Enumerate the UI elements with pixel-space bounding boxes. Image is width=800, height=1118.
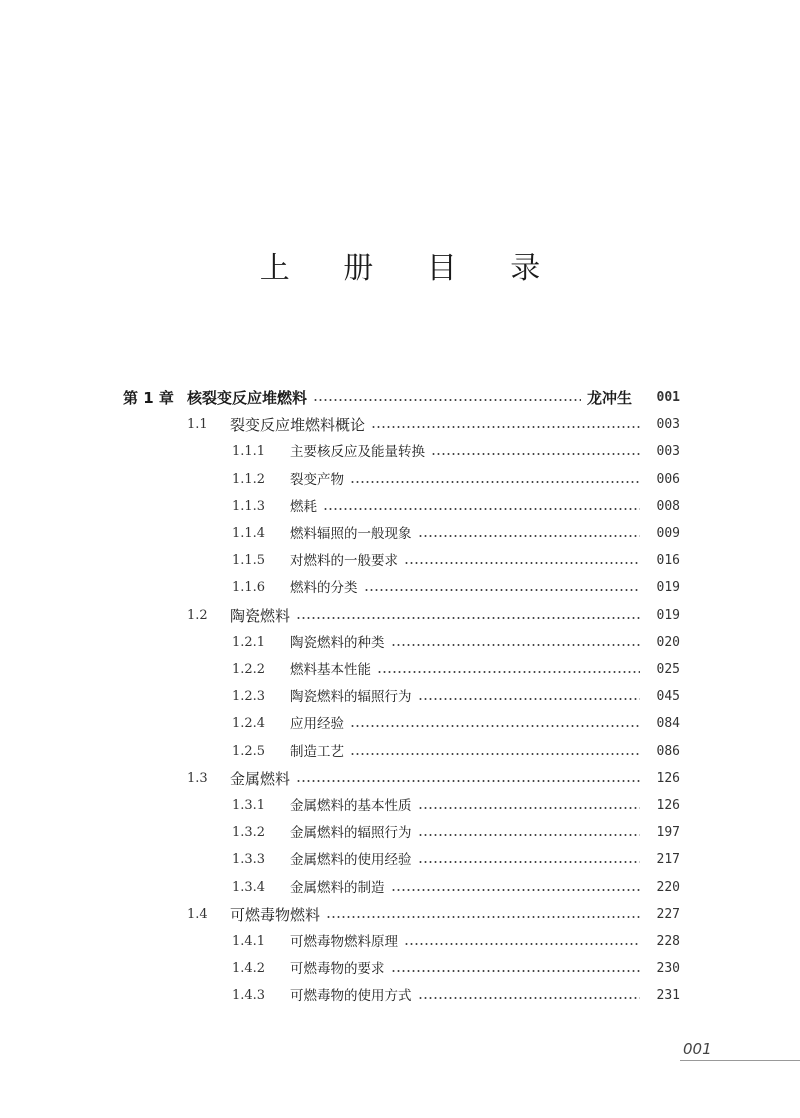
footer-rule xyxy=(680,1060,800,1061)
toc-entry-number: 1.1 xyxy=(187,417,208,433)
toc-entry-number: 1.2.4 xyxy=(232,716,266,732)
toc-entry-title: 金属燃料 xyxy=(230,769,291,788)
toc-leader-dots xyxy=(296,617,640,619)
toc-leader-dots xyxy=(391,889,641,891)
toc-entry-page: 020 xyxy=(656,634,680,650)
toc-entry-page: 025 xyxy=(656,662,680,677)
toc-entry-title: 金属燃料的制造 xyxy=(290,879,385,896)
toc-entry[interactable] xyxy=(232,876,680,900)
toc-leader-dots xyxy=(371,426,640,428)
toc-entry-number: 1.1.4 xyxy=(232,526,266,541)
toc-entry-page: 197 xyxy=(656,825,680,841)
toc-entry[interactable] xyxy=(232,712,680,736)
toc-entry[interactable] xyxy=(232,440,680,464)
toc-entry-number: 1.2 xyxy=(187,607,208,623)
toc-entry-title: 金属燃料的使用经验 xyxy=(290,852,412,869)
toc-entry-page: 228 xyxy=(656,934,680,949)
toc-entry[interactable] xyxy=(232,631,680,655)
toc-entry-title: 金属燃料的基本性质 xyxy=(290,798,412,814)
toc-entry-title: 裂变反应堆燃料概论 xyxy=(230,416,366,435)
toc-leader-dots xyxy=(377,671,640,673)
toc-entry-page: 086 xyxy=(656,743,680,759)
toc-entry-author: 龙冲生 xyxy=(586,389,632,407)
toc-entry-number: 1.1.6 xyxy=(232,580,266,596)
toc-leader-dots xyxy=(350,725,640,727)
toc-entry[interactable] xyxy=(232,658,680,682)
toc-entry-page: 126 xyxy=(656,770,680,786)
toc-leader-dots xyxy=(391,644,641,646)
toc-entry-page: 009 xyxy=(656,526,680,541)
toc-leader-dots xyxy=(296,780,640,782)
toc-entry[interactable] xyxy=(232,848,680,872)
toc-entry-number: 1.2.3 xyxy=(232,689,266,705)
toc-leader-dots xyxy=(364,589,641,591)
toc-leader-dots xyxy=(418,698,641,700)
toc-entry-title: 陶瓷燃料的辐照行为 xyxy=(290,689,412,706)
toc-entry-number: 第 1 章 xyxy=(123,389,174,407)
toc-entry[interactable] xyxy=(187,413,680,437)
toc-entry-title: 燃料基本性能 xyxy=(290,662,371,678)
toc-entry-title: 燃料辐照的一般现象 xyxy=(290,526,412,542)
toc-leader-dots xyxy=(418,861,641,863)
toc-entry-number: 1.2.2 xyxy=(232,662,266,677)
toc-entry-title: 可燃毒物燃料 xyxy=(230,905,321,924)
toc-entry[interactable] xyxy=(232,821,680,845)
toc-entry[interactable] xyxy=(232,740,680,764)
toc-entry-title: 核裂变反应堆燃料 xyxy=(187,389,308,407)
toc-entry[interactable] xyxy=(232,984,680,1008)
toc-leader-dots xyxy=(350,481,640,483)
toc-entry-number: 1.4.2 xyxy=(232,961,266,977)
toc-entry-number: 1.1.5 xyxy=(232,553,266,569)
toc-entry-page: 001 xyxy=(656,390,680,405)
toc-entry-number: 1.4 xyxy=(187,906,208,922)
toc-entry[interactable] xyxy=(232,576,680,600)
toc-entry-page: 019 xyxy=(656,580,680,596)
toc-entry-title: 制造工艺 xyxy=(290,743,344,760)
toc-entry-number: 1.4.3 xyxy=(232,988,266,1004)
toc-entry-title: 金属燃料的辐照行为 xyxy=(290,825,412,842)
toc-leader-dots xyxy=(418,997,641,999)
toc-leader-dots xyxy=(350,753,640,755)
toc-entry[interactable] xyxy=(232,685,680,709)
toc-entry-number: 1.3.3 xyxy=(232,852,266,868)
toc-entry-page: 003 xyxy=(656,417,680,433)
toc-entry-page: 217 xyxy=(656,852,680,868)
toc-entry-number: 1.2.1 xyxy=(232,634,266,650)
toc-entry-number: 1.1.2 xyxy=(232,471,266,487)
toc-entry-title: 燃料的分类 xyxy=(290,580,358,597)
toc-entry-title: 对燃料的一般要求 xyxy=(290,553,398,570)
toc-leader-dots xyxy=(404,562,640,564)
toc-entry-page: 019 xyxy=(656,607,680,623)
toc-entry-title: 陶瓷燃料 xyxy=(230,606,291,625)
toc-entry-number: 1.1.1 xyxy=(232,444,266,460)
toc-leader-dots xyxy=(404,943,640,945)
toc-entry-title: 主要核反应及能量转换 xyxy=(290,444,425,461)
toc-entry[interactable] xyxy=(232,495,680,519)
toc-entry[interactable] xyxy=(232,549,680,573)
toc-entry-page: 084 xyxy=(656,716,680,732)
toc-entry-page: 003 xyxy=(656,444,680,460)
toc-entry-page: 230 xyxy=(656,961,680,977)
toc-entry-title: 可燃毒物的要求 xyxy=(290,961,385,978)
toc-entry-number: 1.3.2 xyxy=(232,825,266,841)
toc-leader-dots xyxy=(391,970,641,972)
toc-entry[interactable] xyxy=(232,522,680,546)
toc-entry-title: 可燃毒物燃料原理 xyxy=(290,934,398,950)
toc-entry[interactable] xyxy=(232,468,680,492)
toc-leader-dots xyxy=(431,453,640,455)
toc-entry-page: 126 xyxy=(656,798,680,813)
toc-entry[interactable] xyxy=(187,604,680,628)
toc-entry-page: 008 xyxy=(656,498,680,514)
toc-entry[interactable] xyxy=(232,794,680,818)
toc-entry-number: 1.2.5 xyxy=(232,743,266,759)
toc-entry-number: 1.3.1 xyxy=(232,798,266,813)
toc-entry-page: 016 xyxy=(656,553,680,569)
toc-leader-dots xyxy=(418,834,641,836)
toc-entry[interactable] xyxy=(232,957,680,981)
toc-entry-number: 1.1.3 xyxy=(232,498,266,514)
toc-entry-page: 220 xyxy=(656,879,680,895)
page-title: 上 册 目 录 xyxy=(259,251,563,286)
toc-entry[interactable] xyxy=(187,767,680,791)
toc-leader-dots xyxy=(418,807,641,809)
toc-entry-page: 045 xyxy=(656,689,680,705)
toc-entry-page: 227 xyxy=(656,906,680,922)
toc-entry[interactable] xyxy=(232,930,680,954)
toc-entry-title: 应用经验 xyxy=(290,716,344,733)
footer-page-number: 001 xyxy=(683,1040,712,1058)
toc-entry-number: 1.3 xyxy=(187,770,208,786)
toc-leader-dots xyxy=(323,508,640,510)
toc-entry-number: 1.3.4 xyxy=(232,879,266,895)
toc-leader-dots xyxy=(313,399,581,401)
toc-entry-title: 燃耗 xyxy=(290,498,317,515)
toc-entry[interactable] xyxy=(187,903,680,927)
toc-entry-page: 231 xyxy=(656,988,680,1004)
toc-entry-title: 陶瓷燃料的种类 xyxy=(290,634,385,651)
toc-entry-title: 裂变产物 xyxy=(290,471,344,488)
toc-entry[interactable] xyxy=(123,386,680,410)
toc-entry-title: 可燃毒物的使用方式 xyxy=(290,988,412,1005)
toc-entry-page: 006 xyxy=(656,471,680,487)
toc-leader-dots xyxy=(418,535,641,537)
toc-leader-dots xyxy=(326,916,640,918)
toc-entry-number: 1.4.1 xyxy=(232,934,266,949)
